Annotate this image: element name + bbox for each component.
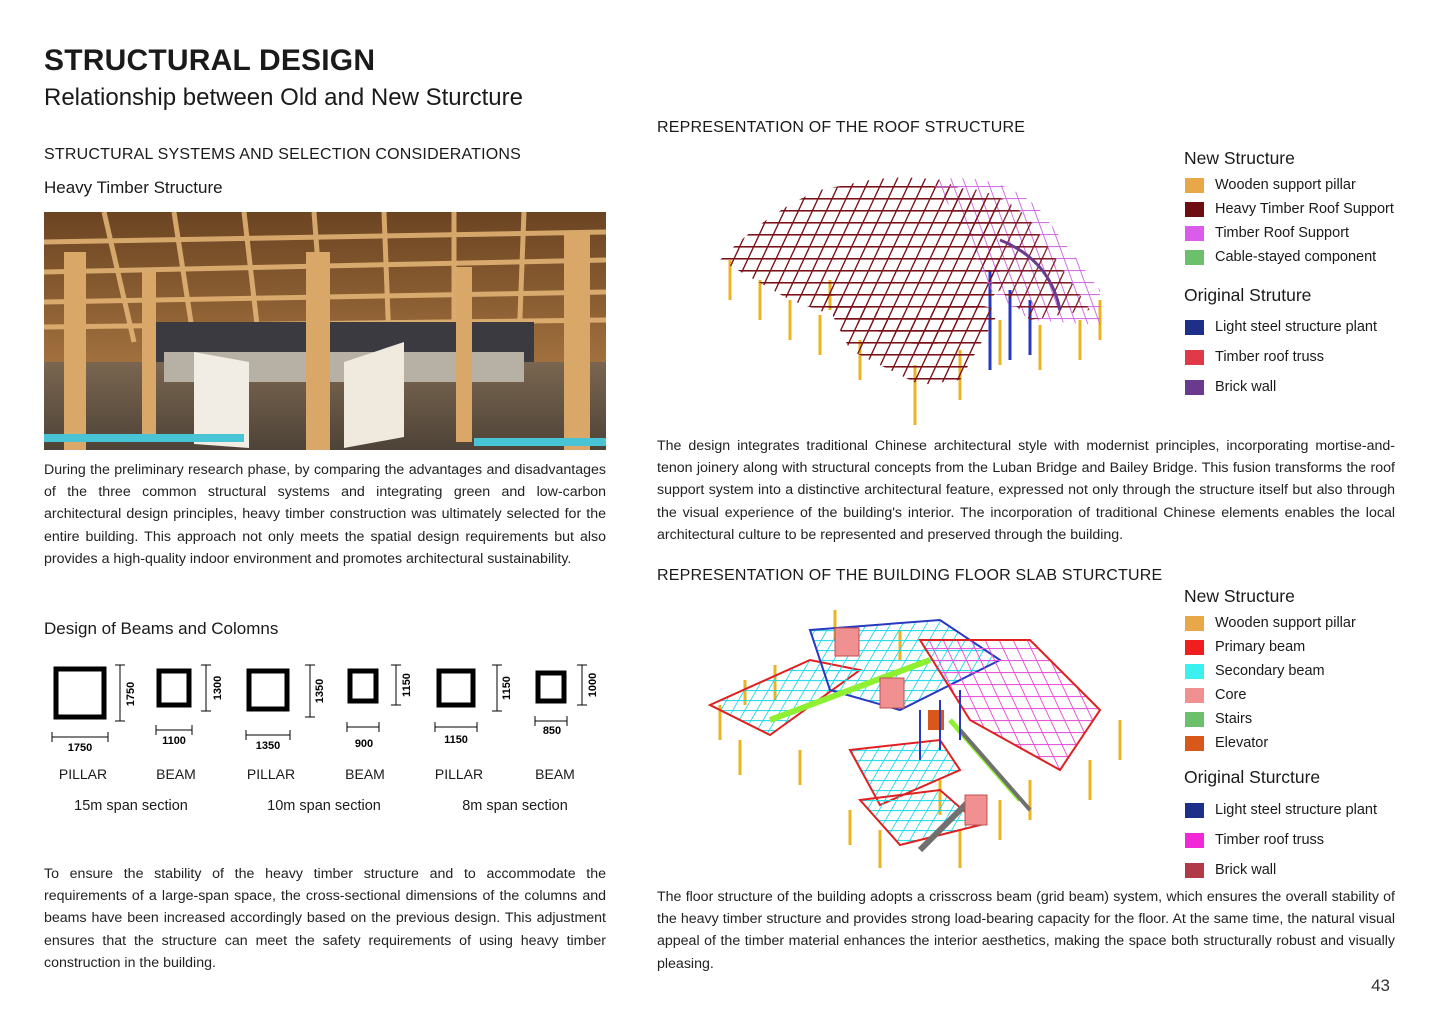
legend-item bbox=[1185, 635, 1356, 659]
section-diagrams bbox=[44, 655, 614, 755]
page-title: STRUCTURAL DESIGN bbox=[44, 44, 376, 77]
legend-item bbox=[1185, 372, 1377, 402]
floor-orig-legend bbox=[1185, 795, 1377, 885]
section-height-label: 1150 bbox=[501, 676, 513, 700]
span-label: 8m span section bbox=[462, 798, 568, 814]
section-height-label: 1300 bbox=[212, 675, 224, 701]
section-label: BEAM bbox=[535, 766, 575, 782]
section-heading: STRUCTURAL SYSTEMS AND SELECTION CONSIDERATIONS bbox=[44, 146, 522, 163]
legend-label: Light steel structure plant bbox=[1215, 319, 1378, 335]
section-beam-900 bbox=[347, 665, 413, 750]
legend-item bbox=[1185, 342, 1377, 372]
legend-label: Light steel structure plant bbox=[1215, 802, 1378, 818]
floor-new-legend bbox=[1185, 611, 1356, 755]
roof-structure-diagram bbox=[700, 150, 1160, 440]
legend-swatch bbox=[1185, 712, 1204, 727]
floor-orig-legend-heading: Original Sturcture bbox=[1184, 767, 1321, 787]
span-label: 10m span section bbox=[267, 798, 381, 814]
page-number: 43 bbox=[1371, 976, 1390, 995]
legend-item bbox=[1185, 173, 1394, 197]
section-width-label: 1150 bbox=[444, 734, 468, 746]
legend-swatch bbox=[1185, 863, 1204, 878]
legend-label: Wooden support pillar bbox=[1215, 177, 1356, 193]
legend-swatch bbox=[1185, 664, 1204, 679]
section-beam-1100 bbox=[156, 665, 224, 747]
legend-label: Core bbox=[1215, 687, 1247, 703]
legend-item bbox=[1185, 855, 1377, 885]
legend-label: Timber roof truss bbox=[1215, 832, 1325, 848]
legend-item bbox=[1185, 683, 1356, 707]
floor-heading: REPRESENTATION OF THE BUILDING FLOOR SLAB STURCTURE bbox=[657, 567, 1163, 584]
span-label: 15m span section bbox=[74, 798, 188, 814]
legend-swatch bbox=[1185, 616, 1204, 631]
legend-swatch bbox=[1185, 833, 1204, 848]
section-width-label: 1750 bbox=[67, 742, 93, 754]
legend-swatch bbox=[1185, 640, 1204, 655]
timber-subheading: Heavy Timber Structure bbox=[44, 178, 223, 197]
section-pillar-1350 bbox=[246, 665, 326, 752]
floor-paragraph: The floor structure of the building adopts a crisscross beam (grid beam) system, which ensures the overall stability of the heavy timber structure and provides strong load-bearing capacity for the floor. At the same time, the natural visual appeal of the timber material enhances the interior aesthetics, making the space both structurally robust and visually pleasing. bbox=[657, 889, 1395, 972]
legend-label: Primary beam bbox=[1215, 639, 1306, 655]
beams-paragraph: To ensure the stability of the heavy timber structure and to accommodate the requirements of a large-span space, the cross-sectional dimensions of the columns and beams have been increased accordingly based on the previous design. This adjustment ensures that the structure can meet the safety requirements of using heavy timber construction in the building. bbox=[44, 866, 606, 971]
floor-structure-diagram bbox=[700, 600, 1160, 880]
legend-label: Elevator bbox=[1215, 735, 1269, 751]
section-width-label: 850 bbox=[542, 725, 562, 737]
legend-item bbox=[1185, 731, 1356, 755]
legend-swatch bbox=[1185, 226, 1204, 241]
beams-heading: Design of Beams and Colomns bbox=[44, 619, 279, 638]
section-label: PILLAR bbox=[246, 766, 296, 782]
roof-orig-legend-heading: Original Struture bbox=[1184, 285, 1312, 305]
legend-label: Stairs bbox=[1215, 711, 1253, 727]
legend-label: Cable-stayed component bbox=[1215, 249, 1377, 265]
legend-swatch bbox=[1185, 380, 1204, 395]
legend-label: Timber roof truss bbox=[1215, 349, 1325, 365]
floor-new-legend-heading: New Structure bbox=[1184, 586, 1295, 606]
legend-item bbox=[1185, 221, 1394, 245]
legend-item bbox=[1185, 659, 1356, 683]
legend-swatch bbox=[1185, 250, 1204, 265]
section-height-label: 1150 bbox=[401, 673, 413, 697]
timber-interior-image bbox=[44, 212, 606, 450]
legend-label: Heavy Timber Roof Support bbox=[1215, 201, 1394, 217]
section-height-label: 1000 bbox=[587, 672, 599, 698]
legend-label: Secondary beam bbox=[1215, 663, 1325, 679]
section-width-label: 900 bbox=[354, 738, 374, 750]
legend-swatch bbox=[1185, 320, 1204, 335]
section-beam-850 bbox=[535, 665, 599, 737]
section-pillar-1150 bbox=[435, 665, 513, 746]
section-label: BEAM bbox=[345, 766, 385, 782]
legend-swatch bbox=[1185, 202, 1204, 217]
legend-item bbox=[1185, 312, 1377, 342]
roof-paragraph: The design integrates traditional Chinese architectural style with modernist principles, incorporating mortise-and-tenon joinery along with structural concepts from the Luban Bridge and Bailey Bridge. This fusion transforms the roof support system into a distinctive architectural feature, expressed not only through the structure itself but also through the visual experience of the building's interior. The incorporation of traditional Chinese elements enables the local architectural culture to be represented and preserved through the building. bbox=[657, 438, 1395, 543]
section-label: BEAM bbox=[156, 766, 196, 782]
legend-item bbox=[1185, 795, 1377, 825]
legend-item bbox=[1185, 197, 1394, 221]
legend-swatch bbox=[1185, 688, 1204, 703]
legend-swatch bbox=[1185, 178, 1204, 193]
roof-orig-legend bbox=[1185, 312, 1377, 402]
roof-heading: REPRESENTATION OF THE ROOF STRUCTURE bbox=[657, 119, 1026, 136]
roof-new-legend bbox=[1185, 173, 1394, 269]
legend-label: Brick wall bbox=[1215, 862, 1277, 878]
roof-new-legend-heading: New Structure bbox=[1184, 148, 1295, 168]
legend-swatch bbox=[1185, 350, 1204, 365]
legend-item bbox=[1185, 611, 1356, 635]
legend-swatch bbox=[1185, 803, 1204, 818]
legend-item bbox=[1185, 707, 1356, 731]
section-label: PILLAR bbox=[58, 766, 108, 782]
section-width-label: 1350 bbox=[255, 740, 281, 752]
timber-paragraph: During the preliminary research phase, by comparing the advantages and disadvantages of the three common structural systems and integrating green and low-carbon architectural design principles, heavy timber construction was ultimately selected for the entire building. This approach not only meets the spatial design requirements but also provides a high-quality indoor environment and promotes architectural sustainability. bbox=[44, 462, 606, 567]
page-subtitle: Relationship between Old and New Sturcture bbox=[44, 84, 523, 111]
legend-label: Timber Roof Support bbox=[1215, 225, 1350, 241]
legend-label: Brick wall bbox=[1215, 379, 1277, 395]
legend-swatch bbox=[1185, 736, 1204, 751]
section-label: PILLAR bbox=[434, 766, 484, 782]
legend-item bbox=[1185, 245, 1394, 269]
section-height-label: 1350 bbox=[314, 678, 326, 704]
section-height-label: 1750 bbox=[125, 681, 137, 707]
section-width-label: 1100 bbox=[162, 735, 186, 747]
legend-label: Wooden support pillar bbox=[1215, 615, 1356, 631]
legend-item bbox=[1185, 825, 1377, 855]
section-pillar-1750 bbox=[52, 665, 137, 754]
